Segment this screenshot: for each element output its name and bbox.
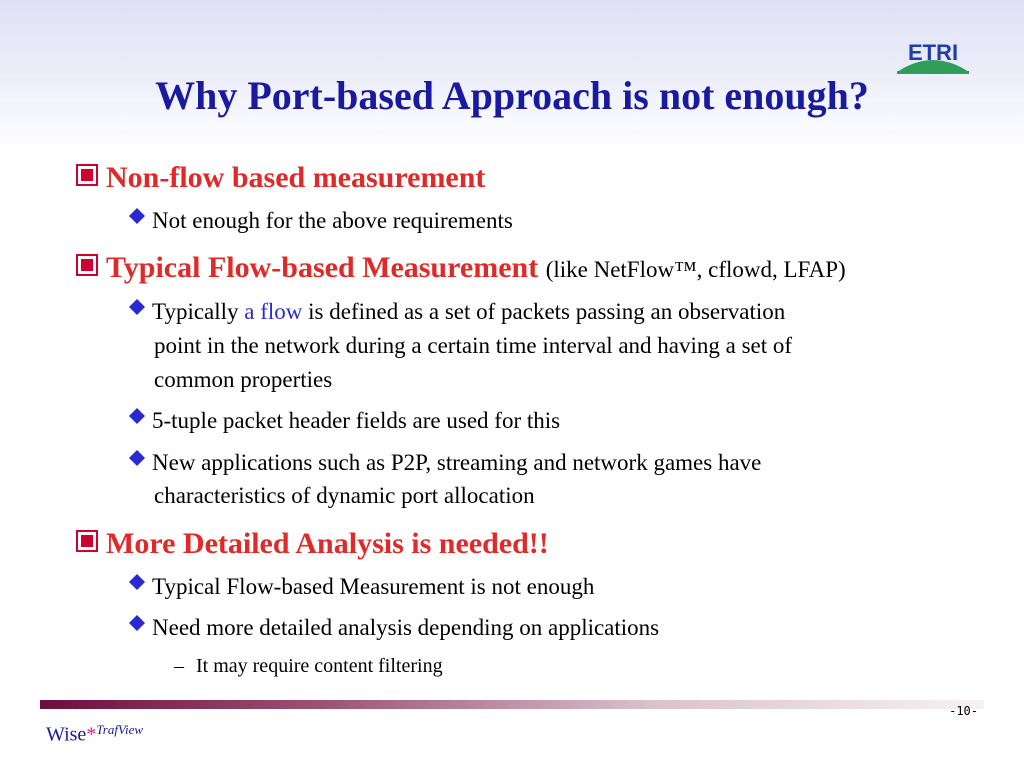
- brand-sub: TrafView: [96, 722, 144, 737]
- slide-title: Why Port-based Approach is not enough?: [155, 73, 869, 118]
- brand-star: *: [86, 723, 97, 746]
- sub-bullet-text: characteristics of dynamic port allocation: [154, 483, 535, 508]
- bullet-text: Typical Flow-based Measurement: [106, 251, 539, 284]
- sub-bullet-item: [128, 295, 785, 329]
- sub-bullet-text: Typical Flow-based Measurement is not enough: [152, 574, 595, 599]
- diamond-bullet-icon: [128, 298, 146, 316]
- sub-bullet-text: common properties: [154, 367, 333, 392]
- logo-text: ETRI: [907, 40, 959, 65]
- sub-bullet-item: [128, 404, 560, 438]
- sub-bullet-continuation: [154, 363, 332, 397]
- bullet-item: [76, 528, 549, 560]
- sub-bullet-text: is defined as a set of packets passing an observation: [302, 299, 786, 324]
- bullet-item: [76, 252, 846, 286]
- sub-bullet-continuation: [154, 329, 792, 363]
- sub-bullet-text: 5-tuple packet header fields are used for this: [152, 408, 561, 433]
- sub-bullet-text: Need more detailed analysis depending on applications: [152, 615, 660, 640]
- diamond-bullet-icon: [128, 614, 146, 632]
- brand-name: Wise: [46, 723, 87, 746]
- footer-divider: [40, 700, 984, 709]
- square-bullet-icon: [76, 530, 98, 552]
- diamond-bullet-icon: [128, 573, 146, 591]
- sub-bullet-item: [128, 204, 513, 238]
- sub-bullet-item: [128, 446, 761, 480]
- sub-bullet-text: point in the network during a certain time interval and having a set of: [154, 333, 793, 358]
- bullet-text: More Detailed Analysis is needed!!: [106, 527, 549, 560]
- square-bullet-icon: [76, 164, 98, 186]
- diamond-bullet-icon: [128, 207, 146, 225]
- sub-sub-bullet-item: [174, 653, 443, 679]
- bullet-text: Non-flow based measurement: [106, 161, 486, 194]
- highlight-term: a flow: [244, 299, 303, 324]
- diamond-bullet-icon: [128, 449, 146, 467]
- sub-bullet-text: Not enough for the above requirements: [152, 208, 513, 233]
- square-bullet-icon: [76, 254, 98, 276]
- sub-bullet-item: [128, 570, 594, 604]
- sub-bullet-continuation: [154, 479, 535, 513]
- bullet-item: [76, 162, 485, 194]
- bullet-paren: (like NetFlow™, cflowd, LFAP): [545, 257, 846, 282]
- dash-bullet-icon: –: [174, 655, 184, 677]
- sub-sub-bullet-text: It may require content filtering: [196, 655, 443, 677]
- page-number: -10-: [949, 704, 978, 718]
- diamond-bullet-icon: [128, 407, 146, 425]
- sub-bullet-item: [128, 611, 659, 645]
- brand-mark: [46, 722, 143, 746]
- sub-bullet-text: Typically: [152, 299, 245, 324]
- sub-bullet-text: New applications such as P2P, streaming and network games have: [152, 450, 762, 475]
